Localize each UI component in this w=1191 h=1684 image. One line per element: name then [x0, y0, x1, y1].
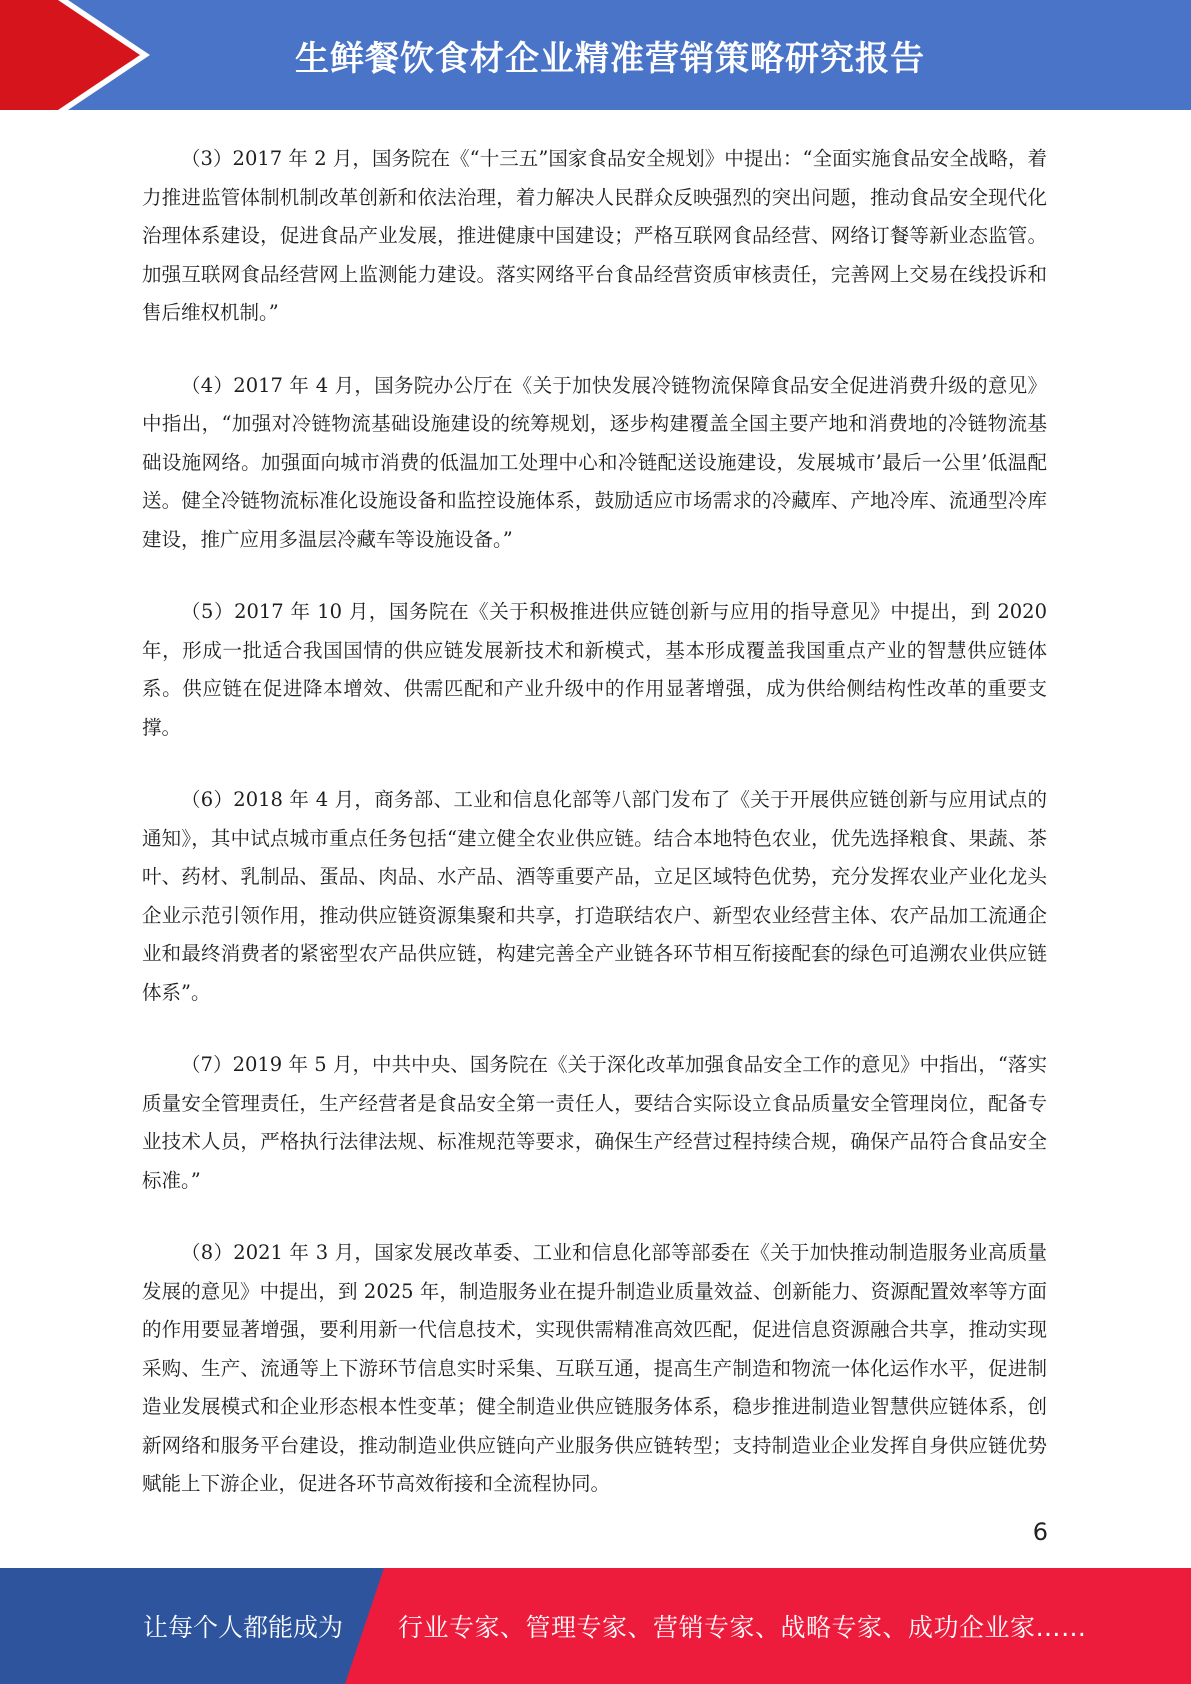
paragraph-4: （4）2017 年 4 月，国务院办公厅在《关于加快发展冷链物流保障食品安全促进消费升级的意见》中指出，“加强对冷链物流基础设施建设的统筹规划，逐步构建覆盖全国主要产地和消费地的冷链物流基础设施网络。加强面向城市消费的低温加工处理中心和冷链配送设施建设，发展城市’最后一公里’低温配送。健全冷链物流标准化设施设备和监控设施体系，鼓励适应市场需求的冷藏库、产地冷库、流通型冷库建设，推广应用多温层冷藏车等设施设备。”: [142, 373, 1047, 551]
paragraph-7: （7）2019 年 5 月，中共中央、国务院在《关于深化改革加强食品安全工作的意见》中指出，“落实质量安全管理责任，生产经营者是食品安全第一责任人，要结合实际设立食品质量安全管理岗位，配备专业技术人员，严格执行法律法规、标准规范等要求，确保生产经营过程持续合规，确保产品符合食品安全标准。”: [142, 1053, 1047, 1192]
page-header: [0, 0, 1191, 110]
page-number: 6: [1032, 1518, 1048, 1546]
paragraph-6: （6）2018 年 4 月，商务部、工业和信息化部等八部门发布了《关于开展供应链创新与应用试点的通知》，其中试点城市重点任务包括“建立健全农业供应链。结合本地特色农业，优先选择粮食、果蔬、茶叶、药材、乳制品、蛋品、肉品、水产品、酒等重要产品，立足区域特色优势，充分发挥农业产业化龙头企业示范引领作用，推动供应链资源集聚和共享，打造联结农户、新型农业经营主体、农产品加工流通企业和最终消费者的紧密型农产品供应链，构建完善全产业链各环节相互衔接配套的绿色可追溯农业供应链体系”。: [142, 788, 1047, 1004]
report-title: 生鲜餐饮食材企业精准营销策略研究报告: [295, 38, 925, 79]
header-arrow-graphic: [0, 0, 160, 110]
body-content: [142, 140, 1047, 1538]
paragraph-8: （8）2021 年 3 月，国家发展改革委、工业和信息化部等部委在《关于加快推动制造服务业高质量发展的意见》中提出，到 2025 年，制造服务业在提升制造业质量效益、创新能力、资源配置效率等方面的作用要显著增强，要利用新一代信息技术，实现供需精准高效匹配，促进信息资源融合共享，推动实现采购、生产、流通等上下游环节信息实时采集、互联互通，提高生产制造和物流一体化运作水平，促进制造业发展模式和企业形态根本性变革；健全制造业供应链服务体系，稳步推进制造业智慧供应链体系，创新网络和服务平台建设，推动制造业供应链向产业服务供应链转型；支持制造业企业发挥自身供应链优势赋能上下游企业，促进各环节高效衔接和全流程协同。: [142, 1241, 1047, 1495]
page-footer: [0, 1568, 1191, 1684]
footer-slogan-right: 行业专家、管理专家、营销专家、战略专家、成功企业家……: [398, 1613, 1087, 1642]
paragraph-5: （5）2017 年 10 月，国务院在《关于积极推进供应链创新与应用的指导意见》中提出，到 2020 年，形成一批适合我国国情的供应链发展新技术和新模式，基本形成覆盖我国重点产业的智慧供应链体系。供应链在促进降本增效、供需匹配和产业升级中的作用显著增强，成为供给侧结构性改革的重要支撑。: [142, 600, 1047, 739]
paragraph-3: （3）2017 年 2 月，国务院在《“十三五”国家食品安全规划》中提出：“全面实施食品安全战略，着力推进监管体制机制改革创新和依法治理，着力解决人民群众反映强烈的突出问题，推动食品安全现代化治理体系建设，促进食品产业发展，推进健康中国建设；严格互联网食品经营、网络订餐等新业态监管。加强互联网食品经营网上监测能力建设。落实网络平台食品经营资质审核责任，完善网上交易在线投诉和售后维权机制。”: [142, 147, 1047, 324]
footer-slogan-left: 让每个人都能成为: [143, 1613, 344, 1642]
